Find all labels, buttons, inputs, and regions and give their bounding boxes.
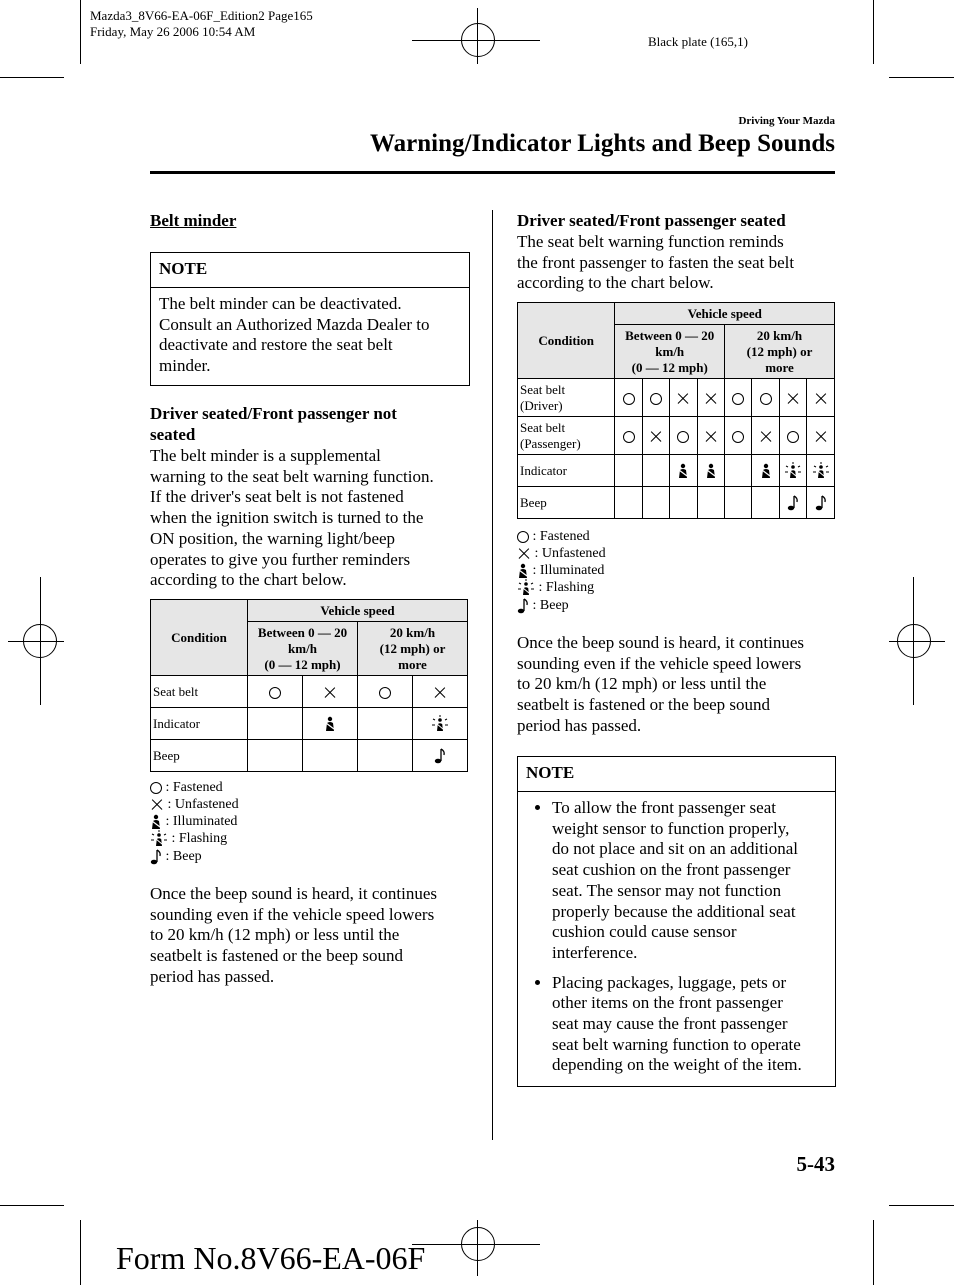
- page-number: 5-43: [796, 1152, 835, 1176]
- table-cell: [248, 740, 303, 772]
- table-cell: [615, 379, 642, 417]
- unfastened-x-icon: [150, 798, 164, 812]
- seatbelt-lamp-icon: [705, 463, 717, 479]
- fastened-circle-icon: [379, 687, 391, 699]
- legend-item: : Illuminated: [150, 813, 239, 830]
- vehicle-speed-header: Vehicle speed: [248, 600, 468, 622]
- fastened-circle-icon: [517, 531, 529, 543]
- unfastened-x-icon: [649, 430, 663, 444]
- section-label: Driving Your Mazda: [738, 115, 835, 127]
- seatbelt-lamp-icon: [677, 463, 689, 479]
- table-cell: [725, 487, 752, 519]
- legend-item: : Flashing: [517, 579, 606, 597]
- row-label: Beep: [518, 487, 615, 519]
- table-row: [151, 676, 468, 708]
- speed-low-header: Between 0 — 20 km/h (0 — 12 mph): [248, 622, 358, 676]
- table-cell: [303, 676, 358, 708]
- seated-heading: Driver seated/Front passenger seated: [517, 211, 786, 230]
- table-row: [518, 379, 835, 417]
- table-cell: [670, 487, 697, 519]
- note-box-left: [150, 252, 470, 386]
- table-cell: [615, 487, 642, 519]
- condition-header: Condition: [151, 600, 248, 676]
- table-cell: [642, 455, 669, 487]
- fastened-circle-icon: [732, 431, 744, 443]
- table-cell: [752, 379, 779, 417]
- seatbelt-lamp-icon: [517, 563, 529, 579]
- unfastened-x-icon: [704, 430, 718, 444]
- table-cell: [779, 379, 807, 417]
- note-body: The belt minder can be deactivated. Consult an Authorized Mazda Dealer to deactivate and restore the seat belt minder.: [159, 294, 430, 376]
- left-chart-table: [150, 599, 468, 772]
- belt-minder-heading: Belt minder: [150, 211, 237, 230]
- table-cell: [413, 708, 468, 740]
- note-body: [518, 792, 835, 1091]
- legend-item: : Beep: [150, 848, 239, 865]
- seatbelt-flashing-icon: [812, 462, 830, 480]
- seatbelt-flashing-icon: [431, 715, 449, 733]
- unfastened-x-icon: [676, 392, 690, 406]
- row-label: Indicator: [518, 455, 615, 487]
- beep-note-icon: [517, 598, 529, 614]
- table-cell: [615, 417, 642, 455]
- legend-item: : Unfastened: [517, 545, 606, 562]
- speed-high-header: 20 km/h (12 mph) or more: [725, 325, 835, 379]
- legend-item: : Unfastened: [150, 796, 239, 813]
- table-cell: [752, 417, 779, 455]
- table-cell: [642, 417, 669, 455]
- print-header-line2: Friday, May 26 2006 10:54 AM: [90, 24, 256, 39]
- table-cell: [779, 417, 807, 455]
- table-cell: [697, 379, 724, 417]
- form-number: Form No.8V66-EA-06F: [116, 1240, 426, 1276]
- table-cell: [358, 740, 413, 772]
- legend-item: : Illuminated: [517, 562, 606, 579]
- fastened-circle-icon: [623, 393, 635, 405]
- table-cell: [807, 379, 835, 417]
- table-cell: [697, 455, 724, 487]
- row-label: Seat belt (Driver): [518, 379, 615, 417]
- seatbelt-lamp-icon: [324, 716, 336, 732]
- legend-item: : Fastened: [150, 779, 239, 796]
- speed-low-header: Between 0 — 20 km/h (0 — 12 mph): [615, 325, 725, 379]
- fastened-circle-icon: [787, 431, 799, 443]
- table-cell: [358, 676, 413, 708]
- table-cell: [807, 417, 835, 455]
- belt-minder-paragraph: The belt minder is a supplemental warning to the seat belt warning function. If the driver's seat belt is not fastened when the ignition switch is turned to the ON position, the warning light/beep operates to give you further reminders according to the chart below.: [150, 446, 434, 590]
- row-label: Seat belt: [151, 676, 248, 708]
- table-cell: [413, 740, 468, 772]
- legend-item: : Flashing: [150, 830, 239, 848]
- legend-item: : Fastened: [517, 528, 606, 545]
- table-row: [518, 455, 835, 487]
- right-legend: [517, 528, 606, 614]
- seatbelt-flashing-icon: [150, 830, 168, 848]
- beep-note-icon: [150, 849, 162, 865]
- legend-item: : Beep: [517, 597, 606, 614]
- right-closing-paragraph: Once the beep sound is heard, it continues sounding even if the vehicle speed lowers to 20 km/h (12 mph) or less until the seatbelt is fastened or the beep sound period has passed.: [517, 633, 805, 735]
- right-chart-table: [517, 302, 835, 519]
- fastened-circle-icon: [732, 393, 744, 405]
- row-label: Indicator: [151, 708, 248, 740]
- row-label: Beep: [151, 740, 248, 772]
- unfastened-x-icon: [517, 547, 531, 561]
- not-seated-heading: Driver seated/Front passenger not seated: [150, 404, 397, 444]
- table-cell: [670, 455, 697, 487]
- table-cell: [303, 740, 358, 772]
- beep-note-icon: [787, 495, 799, 511]
- table-cell: [615, 455, 642, 487]
- left-closing-paragraph: Once the beep sound is heard, it continues sounding even if the vehicle speed lowers to 20 km/h (12 mph) or less until the seatbelt is fastened or the beep sound period has passed.: [150, 884, 438, 986]
- unfastened-x-icon: [759, 430, 773, 444]
- table-row: [518, 417, 835, 455]
- seatbelt-lamp-icon: [150, 814, 162, 830]
- note-title: NOTE: [518, 757, 835, 792]
- table-cell: [642, 487, 669, 519]
- unfastened-x-icon: [704, 392, 718, 406]
- table-cell: [358, 708, 413, 740]
- condition-header: Condition: [518, 303, 615, 379]
- fastened-circle-icon: [650, 393, 662, 405]
- vehicle-speed-header: Vehicle speed: [615, 303, 835, 325]
- table-cell: [303, 708, 358, 740]
- table-row: [151, 740, 468, 772]
- table-row: [151, 708, 468, 740]
- table-cell: [807, 487, 835, 519]
- table-cell: [697, 417, 724, 455]
- table-cell: [807, 455, 835, 487]
- print-header: [90, 8, 313, 40]
- table-cell: [642, 379, 669, 417]
- fastened-circle-icon: [269, 687, 281, 699]
- table-cell: [725, 379, 752, 417]
- table-cell: [779, 455, 807, 487]
- fastened-circle-icon: [760, 393, 772, 405]
- table-row: [518, 487, 835, 519]
- note-bullet: • Placing packages, luggage, pets or other items on the front passenger seat may cause the front passenger seat belt warning function to operate depending on the weight of the item.: [552, 973, 827, 1077]
- note-box-right: [517, 756, 836, 1087]
- speed-high-header: 20 km/h (12 mph) or more: [358, 622, 468, 676]
- table-cell: [725, 417, 752, 455]
- beep-note-icon: [434, 748, 446, 764]
- unfastened-x-icon: [814, 392, 828, 406]
- table-cell: [670, 379, 697, 417]
- row-label: Seat belt (Passenger): [518, 417, 615, 455]
- unfastened-x-icon: [786, 392, 800, 406]
- seatbelt-flashing-icon: [517, 579, 535, 597]
- unfastened-x-icon: [433, 686, 447, 700]
- table-cell: [248, 676, 303, 708]
- table-cell: [725, 455, 752, 487]
- fastened-circle-icon: [677, 431, 689, 443]
- seated-paragraph: The seat belt warning function reminds the front passenger to fasten the seat belt according to the chart below.: [517, 232, 795, 293]
- fastened-circle-icon: [623, 431, 635, 443]
- unfastened-x-icon: [323, 686, 337, 700]
- table-cell: [670, 417, 697, 455]
- table-cell: [752, 455, 779, 487]
- table-cell: [248, 708, 303, 740]
- seatbelt-lamp-icon: [760, 463, 772, 479]
- print-header-line1: Mazda3_8V66-EA-06F_Edition2 Page165: [90, 8, 313, 23]
- table-cell: [697, 487, 724, 519]
- table-cell: [413, 676, 468, 708]
- title-rule: [150, 171, 835, 174]
- note-title: NOTE: [151, 253, 469, 288]
- unfastened-x-icon: [814, 430, 828, 444]
- note-bullet: • To allow the front passenger seat weight sensor to function properly, do not place and sit on an additional seat cushion on the front passenger seat. The sensor may not function properly because the additional seat cushion could cause sensor interference.: [552, 798, 827, 964]
- table-cell: [752, 487, 779, 519]
- column-divider: [492, 210, 493, 1140]
- beep-note-icon: [815, 495, 827, 511]
- page-title: Warning/Indicator Lights and Beep Sounds: [370, 130, 835, 157]
- table-cell: [779, 487, 807, 519]
- fastened-circle-icon: [150, 782, 162, 794]
- seatbelt-flashing-icon: [784, 462, 802, 480]
- plate-label: Black plate (165,1): [648, 34, 748, 49]
- left-legend: [150, 779, 239, 865]
